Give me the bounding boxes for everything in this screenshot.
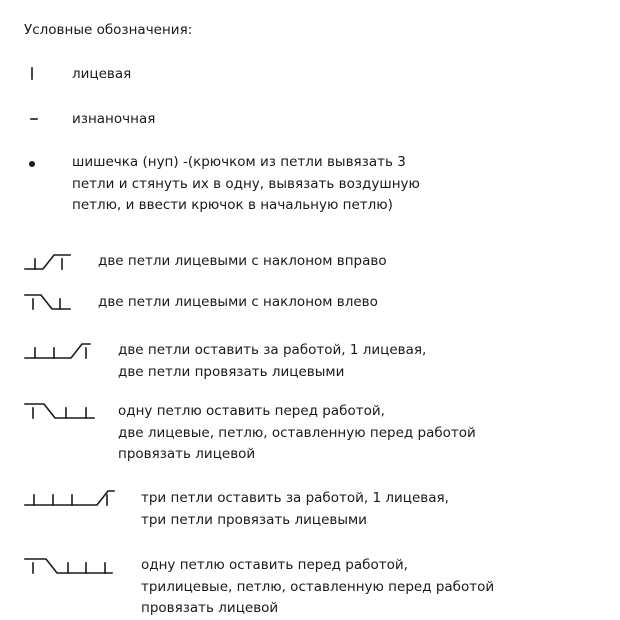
legend-title: Условные обозначения: [24,22,193,38]
knit-icon [28,66,38,82]
right-cross-2-1-icon [24,338,94,362]
legend-purl-desc: изнаночная [72,111,156,127]
legend-left-twist-2-desc: две петли лицевыми с наклоном влево [98,294,378,310]
legend-right-cross-2-1-desc: две петли оставить за работой, 1 лицевая, две петли провязать лицевыми [118,342,427,380]
legend-knit-desc: лицевая [72,66,132,82]
left-twist-2-icon [24,289,74,313]
legend-bobble-desc: шишечка (нуп) -(крючком из петли вывязать 3 петли и стянуть их в одну, вывязать воздушную петлю, и ввести крючок в начальную петлю) [72,154,420,213]
legend-right-cross-3-1-desc: три петли оставить за работой, 1 лицевая, три петли провязать лицевыми [141,490,449,528]
purl-icon [28,110,40,126]
legend-left-cross-1-3-desc: одну петлю оставить перед работой, трилицевые, петлю, оставленную перед работой провязать лицевой [141,557,495,616]
bobble-icon [27,155,39,171]
legend-left-cross-1-2-desc: одну петлю оставить перед работой, две лицевые, петлю, оставленную перед работой провязать лицевой [118,403,476,462]
right-twist-2-icon [24,249,74,273]
right-cross-3-1-icon [24,484,116,510]
left-cross-1-3-icon [24,552,116,578]
legend-right-twist-2-desc: две петли лицевыми с наклоном вправо [98,253,387,269]
left-cross-1-2-icon [24,398,99,422]
